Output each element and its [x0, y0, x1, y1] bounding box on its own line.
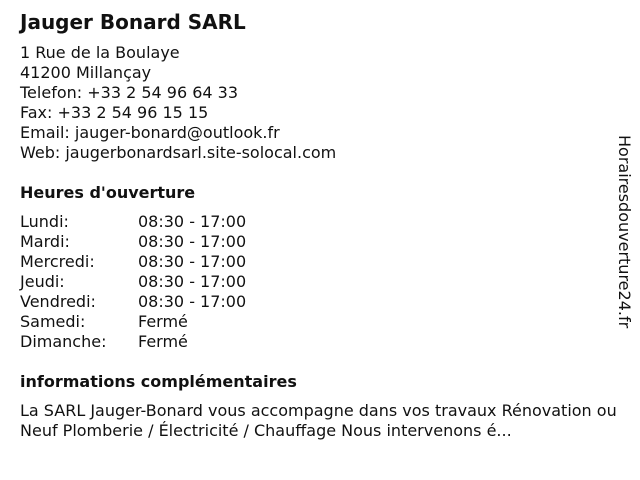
day-label: Dimanche: [20, 332, 107, 351]
day-hours: 08:30 - 17:00 [138, 252, 247, 271]
day-hours: 08:30 - 17:00 [138, 272, 247, 291]
phone-line: Telefon: +33 2 54 96 64 33 [20, 83, 239, 102]
hours-row-wednesday [20, 252, 620, 272]
day-label: Mercredi: [20, 252, 95, 271]
hours-heading: Heures d'ouverture [20, 183, 196, 202]
day-label: Jeudi: [20, 272, 65, 291]
day-hours: Fermé [138, 312, 188, 331]
hours-row-thursday [20, 272, 620, 292]
fax-line: Fax: +33 2 54 96 15 15 [20, 103, 209, 122]
hours-row-friday [20, 292, 620, 312]
hours-row-sunday [20, 332, 620, 352]
email-line: Email: jauger-bonard@outlook.fr [20, 123, 280, 142]
business-card [20, 10, 620, 441]
day-label: Lundi: [20, 212, 69, 231]
day-label: Mardi: [20, 232, 70, 251]
day-hours: 08:30 - 17:00 [138, 232, 247, 251]
day-label: Samedi: [20, 312, 86, 331]
day-hours: 08:30 - 17:00 [138, 212, 247, 231]
day-hours: 08:30 - 17:00 [138, 292, 247, 311]
address-street: 1 Rue de la Boulaye [20, 43, 180, 62]
hours-table [20, 212, 620, 352]
address-city: 41200 Millançay [20, 63, 152, 82]
info-heading: informations complémentaires [20, 372, 297, 391]
watermark: Horairesdouverture24.fr [615, 135, 634, 329]
business-name: Jauger Bonard SARL [20, 10, 246, 34]
day-label: Vendredi: [20, 292, 96, 311]
day-hours: Fermé [138, 332, 188, 351]
hours-row-tuesday [20, 232, 620, 252]
hours-row-saturday [20, 312, 620, 332]
contact-block [20, 43, 620, 163]
hours-row-monday [20, 212, 620, 232]
web-line: Web: jaugerbonardsarl.site-solocal.com [20, 143, 337, 162]
info-text: La SARL Jauger-Bonard vous accompagne dans vos travaux Rénovation ou Neuf Plomberie / Électricité / Chauffage Nous intervenons é... [20, 401, 617, 440]
